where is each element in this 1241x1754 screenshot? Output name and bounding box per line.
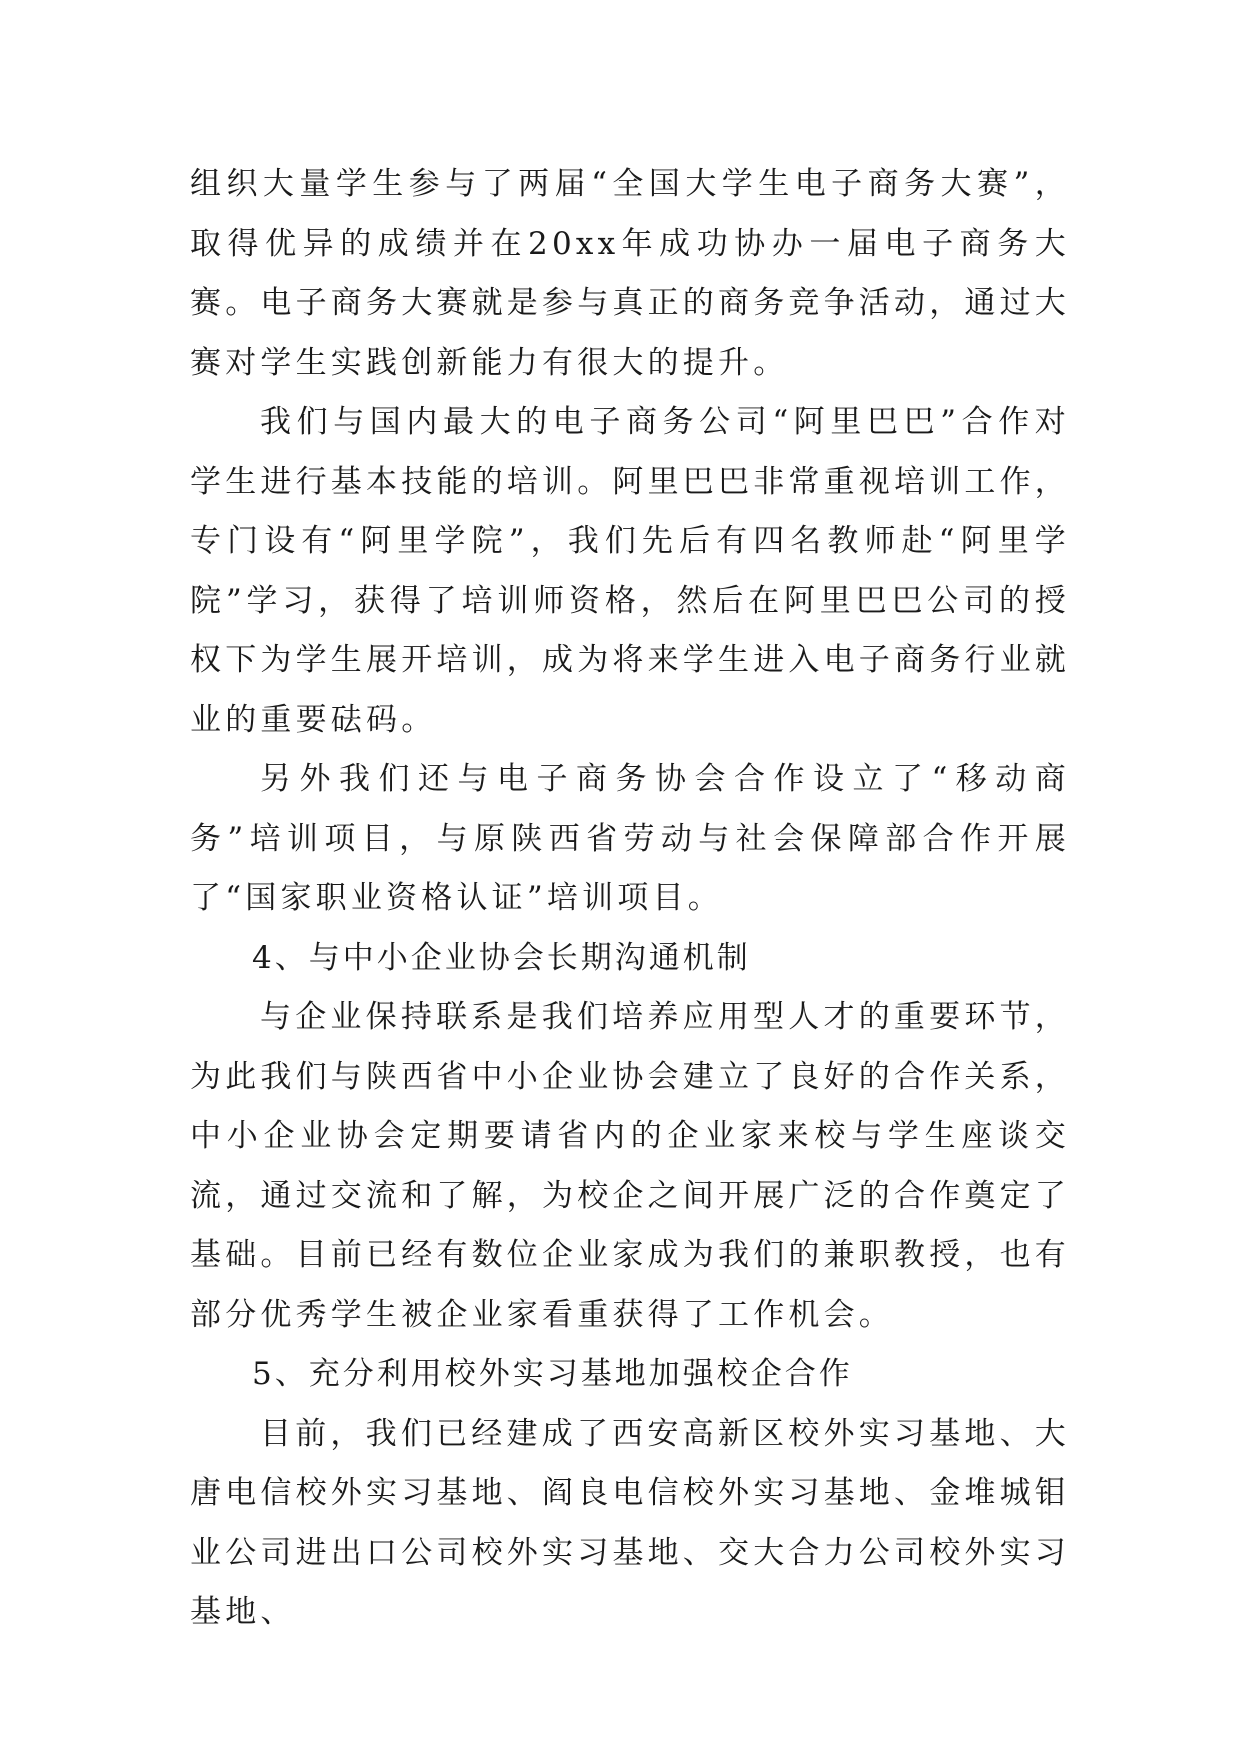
paragraph-alibaba-training: 我们与国内最大的电子商务公司“阿里巴巴”合作对学生进行基本技能的培训。阿里巴巴非常重视培训工作，专门设有“阿里学院”，我们先后有四名教师赴“阿里学院”学习，获得了培训师资格，然后在阿里巴巴公司的授权下为学生展开培训，成为将来学生进入电子商务行业就业的重要砝码。 — [190, 404, 1070, 738]
paragraph-internship-bases: 目前，我们已经建成了西安高新区校外实习基地、大唐电信校外实习基地、阎良电信校外实习基地、金堆城钼业公司进出口公司校外实习基地、交大合力公司校外实习基地、 — [190, 1415, 1070, 1630]
section-heading-4: 4、与中小企业协会长期沟通机制 — [252, 939, 751, 976]
paragraph-competition: 组织大量学生参与了两届“全国大学生电子商务大赛”，取得优异的成绩并在20xx年成功协办一届电子商务大赛。电子商务大赛就是参与真正的商务竞争活动，通过大赛对学生实践创新能力有很大的提升。 — [190, 166, 1070, 381]
section-heading-5: 5、充分利用校外实习基地加强校企合作 — [252, 1356, 853, 1392]
paragraph-sme-association: 与企业保持联系是我们培养应用型人才的重要环节，为此我们与陕西省中小企业协会建立了良好的合作关系，中小企业协会定期要请省内的企业家来校与学生座谈交流，通过交流和了解，为校企之间开展广泛的合作奠定了基础。目前已经有数位企业家成为我们的兼职教授，也有部分优秀学生被企业家看重获得了工作机会。 — [190, 999, 1070, 1333]
document-body — [190, 155, 1070, 1643]
paragraph-mobile-commerce: 另外我们还与电子商务协会合作设立了“移动商务”培训项目，与原陕西省劳动与社会保障部合作开展了“国家职业资格认证”培训项目。 — [190, 761, 1070, 916]
